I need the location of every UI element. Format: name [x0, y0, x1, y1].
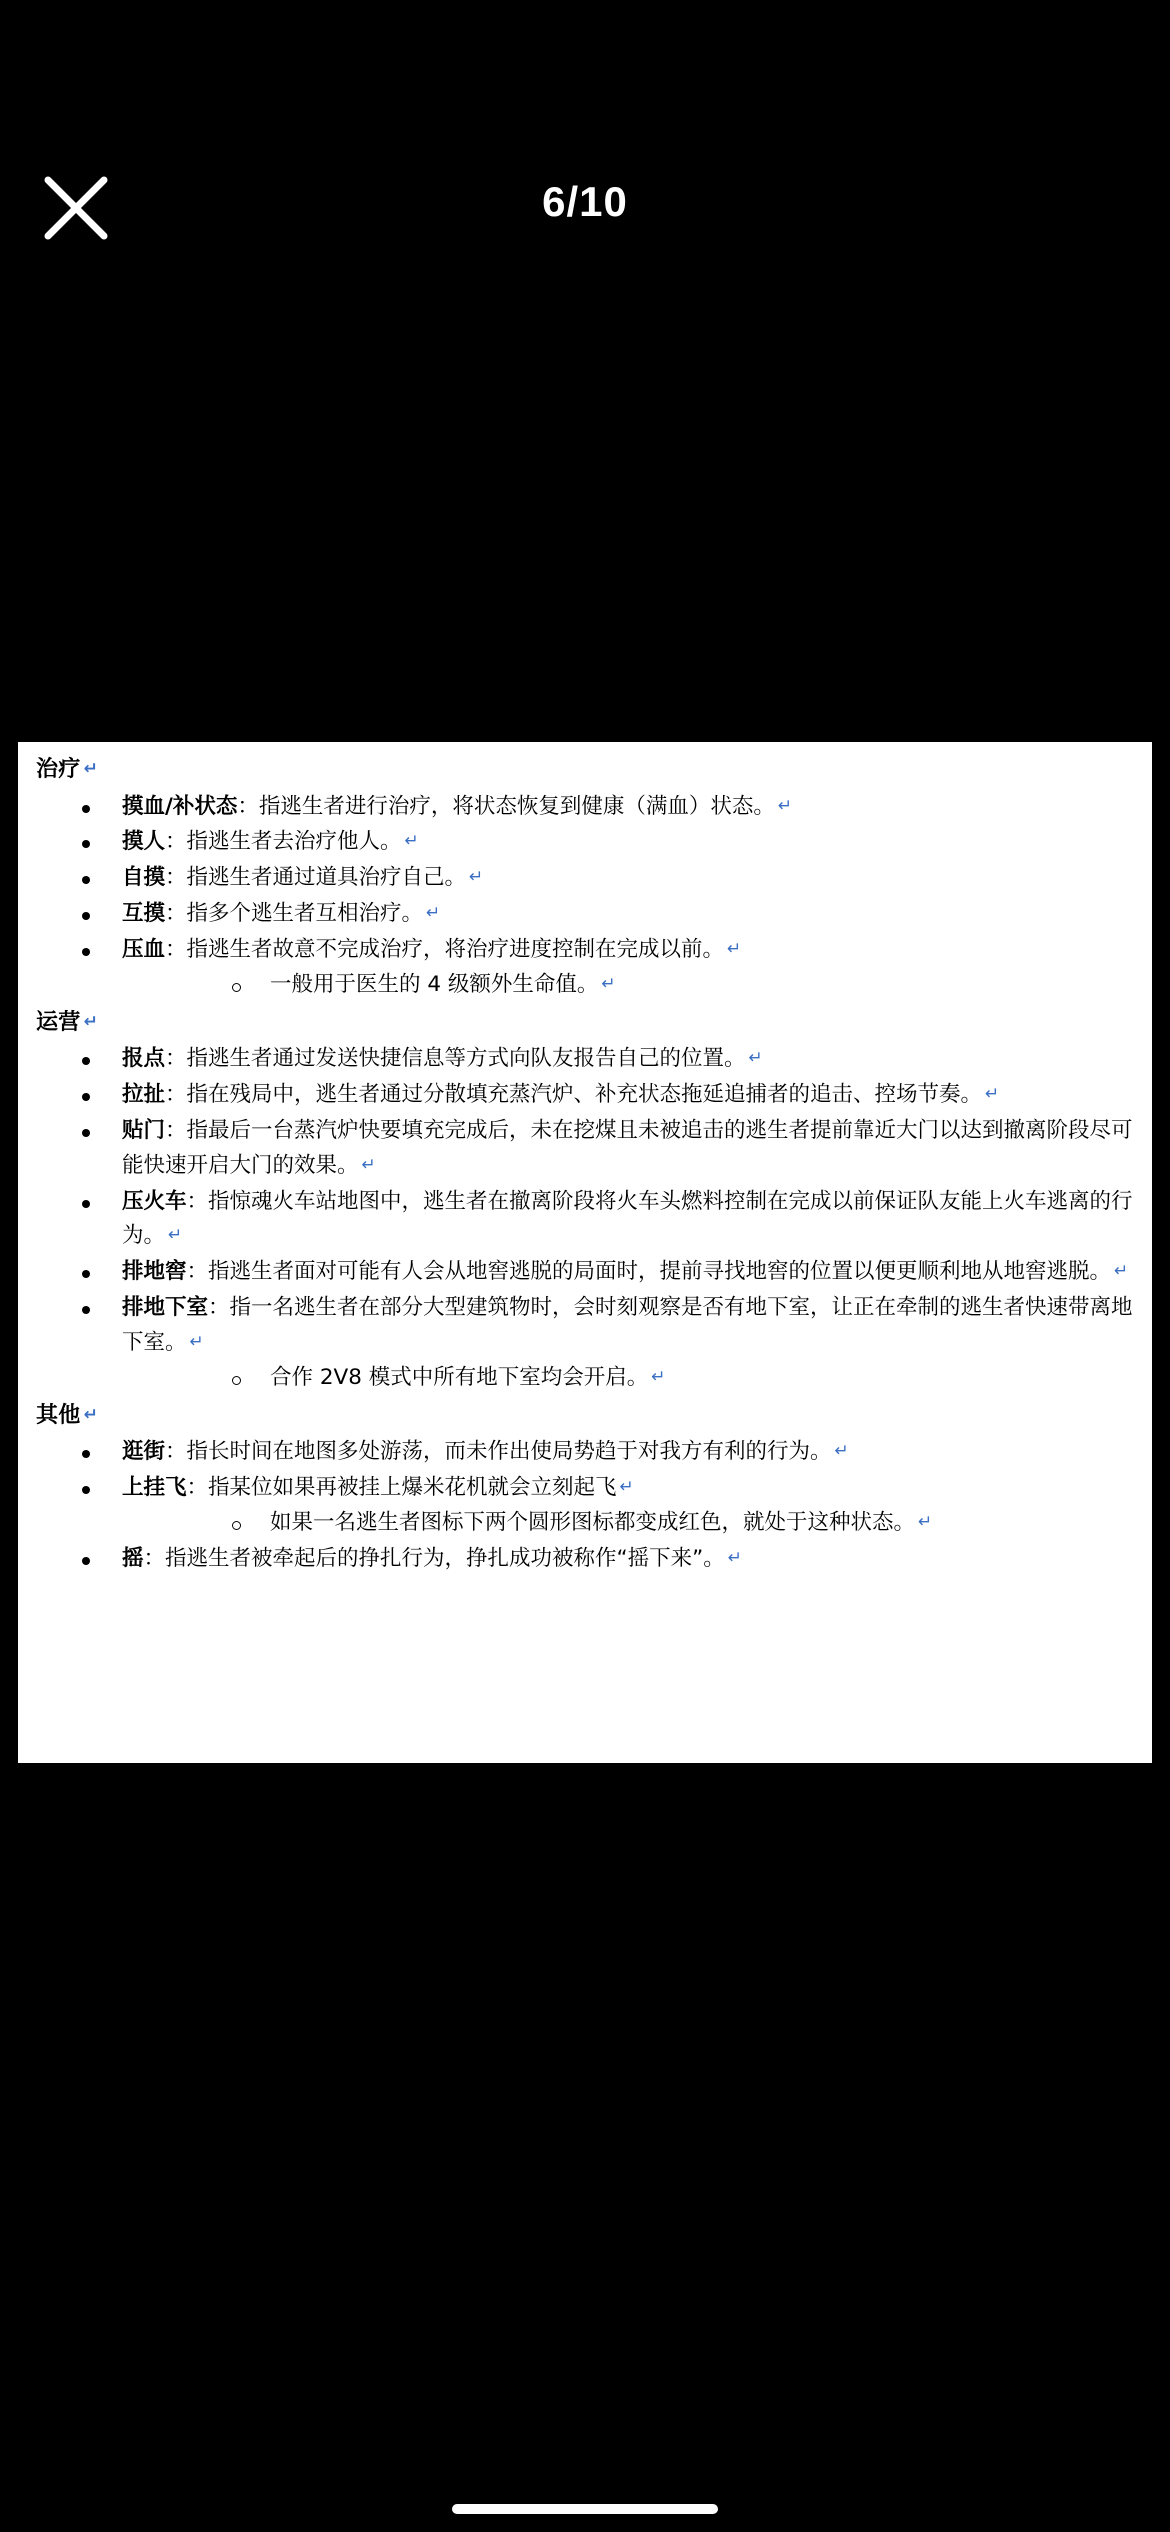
list-item: [36, 825, 1138, 860]
list-item: [36, 1114, 1138, 1184]
sub-list-item: [122, 1361, 1138, 1396]
viewer-top-bar: [0, 0, 1170, 260]
term-label: 排地窖: [122, 1259, 187, 1285]
list-item: [36, 790, 1138, 825]
term-list: [36, 1042, 1138, 1395]
list-item: [36, 1471, 1138, 1541]
term-label: 拉扯: [122, 1082, 166, 1108]
pilcrow-icon: ↵: [834, 1441, 849, 1462]
term-definition: ：指多个逃生者互相治疗。: [165, 901, 424, 927]
pilcrow-icon: ↵: [361, 1154, 376, 1175]
pilcrow-icon: ↵: [748, 1048, 763, 1069]
list-item: [36, 861, 1138, 896]
term-list: [36, 790, 1138, 1003]
sub-list: [122, 968, 1138, 1003]
term-definition: ：指逃生者进行治疗，将状态恢复到健康（满血）状态。: [237, 793, 775, 819]
term-label: 报点: [122, 1046, 166, 1072]
term-label: 摸血/补状态: [122, 793, 238, 819]
term-label: 自摸: [122, 865, 166, 891]
term-definition: ：指逃生者面对可能有人会从地窖逃脱的局面时，提前寻找地窖的位置以便更顺利地从地窖逃脱。: [186, 1259, 1112, 1285]
term-definition: ：指最后一台蒸汽炉快要填充完成后，未在挖煤且未被追击的逃生者提前靠近大门以达到撤离阶段尽可能快速开启大门的效果。: [122, 1117, 1133, 1178]
pilcrow-icon: ↵: [469, 867, 484, 888]
term-label: 贴门: [122, 1117, 166, 1143]
section-heading-text: 治疗: [36, 757, 81, 782]
term-definition: ：指逃生者故意不完成治疗，将治疗进度控制在完成以前。: [165, 936, 725, 962]
term-label: 摇: [122, 1545, 144, 1571]
page-indicator: 6/10: [542, 178, 628, 225]
term-label: 压火车: [122, 1188, 187, 1214]
list-item: [36, 1435, 1138, 1470]
pilcrow-icon: ↵: [83, 1011, 99, 1032]
sub-list: [122, 1361, 1138, 1396]
term-definition: ：指在残局中，逃生者通过分散填充蒸汽炉、补充状态拖延追捕者的追击、控场节奏。: [165, 1082, 983, 1108]
list-item: [36, 1185, 1138, 1255]
term-label: 压血: [122, 936, 166, 962]
section-heading: [36, 1005, 1138, 1041]
sub-item-text: 如果一名逃生者图标下两个圆形图标都变成红色，就处于这种状态。: [270, 1509, 916, 1535]
pilcrow-icon: ↵: [168, 1225, 183, 1246]
pilcrow-icon: ↵: [777, 795, 793, 816]
list-item: [36, 1255, 1138, 1290]
term-list: [36, 1435, 1138, 1576]
term-definition: ：指长时间在地图多处游荡，而未作出使局势趋于对我方有利的行为。: [165, 1439, 832, 1465]
term-definition: ：指逃生者通过道具治疗自己。: [165, 865, 467, 891]
term-label: 互摸: [122, 901, 166, 927]
list-item: [36, 1291, 1138, 1395]
term-label: 摸人: [122, 829, 166, 855]
pilcrow-icon: ↵: [619, 1476, 634, 1497]
sub-list-item: [122, 968, 1138, 1003]
pilcrow-icon: ↵: [918, 1511, 933, 1532]
list-item: [36, 1078, 1138, 1113]
term-definition: ：指某位如果再被挂上爆米花机就会立刻起飞: [186, 1474, 617, 1500]
term-definition: ：指一名逃生者在部分大型建筑物时，会时刻观察是否有地下室，让正在牵制的逃生者快速带离地下室。: [122, 1295, 1133, 1355]
list-item: [36, 897, 1138, 932]
pilcrow-icon: ↵: [985, 1084, 1000, 1105]
list-item: [36, 933, 1138, 1003]
sub-list: [122, 1506, 1138, 1541]
list-item: [36, 1042, 1138, 1077]
term-label: 逛街: [122, 1439, 166, 1465]
section-heading: [36, 752, 1138, 788]
term-definition: ：指逃生者被牵起后的挣扎行为，挣扎成功被称作“摇下来”。: [143, 1545, 725, 1571]
sub-list-item: [122, 1506, 1138, 1541]
home-indicator[interactable]: [452, 2504, 718, 2514]
term-definition: ：指逃生者去治疗他人。: [165, 829, 402, 855]
pilcrow-icon: ↵: [727, 1547, 743, 1568]
pilcrow-icon: ↵: [83, 1404, 99, 1425]
section-heading-text: 其他: [36, 1402, 81, 1428]
pilcrow-icon: ↵: [651, 1366, 666, 1387]
section-heading-text: 运营: [36, 1009, 81, 1035]
term-definition: ：指惊魂火车站地图中，逃生者在撤离阶段将火车头燃料控制在完成以前保证队友能上火车逃离的行为。: [122, 1188, 1133, 1249]
pilcrow-icon: ↵: [727, 938, 742, 959]
term-label: 排地下室: [122, 1295, 209, 1321]
pilcrow-icon: ↵: [1114, 1261, 1129, 1282]
pilcrow-icon: ↵: [601, 973, 616, 994]
pilcrow-icon: ↵: [404, 831, 419, 852]
sub-item-text: 一般用于医生的 4 级额外生命值。: [270, 971, 599, 997]
pilcrow-icon: ↵: [426, 903, 441, 924]
term-label: 上挂飞: [122, 1474, 187, 1500]
sub-item-text: 合作 2V8 模式中所有地下室均会开启。: [270, 1364, 649, 1390]
term-definition: ：指逃生者通过发送快捷信息等方式向队友报告自己的位置。: [165, 1046, 746, 1072]
document-image[interactable]: [18, 742, 1152, 1763]
section-heading: [36, 1398, 1138, 1434]
pilcrow-icon: ↵: [83, 759, 99, 779]
list-item: [36, 1542, 1138, 1577]
pilcrow-icon: ↵: [189, 1331, 204, 1352]
